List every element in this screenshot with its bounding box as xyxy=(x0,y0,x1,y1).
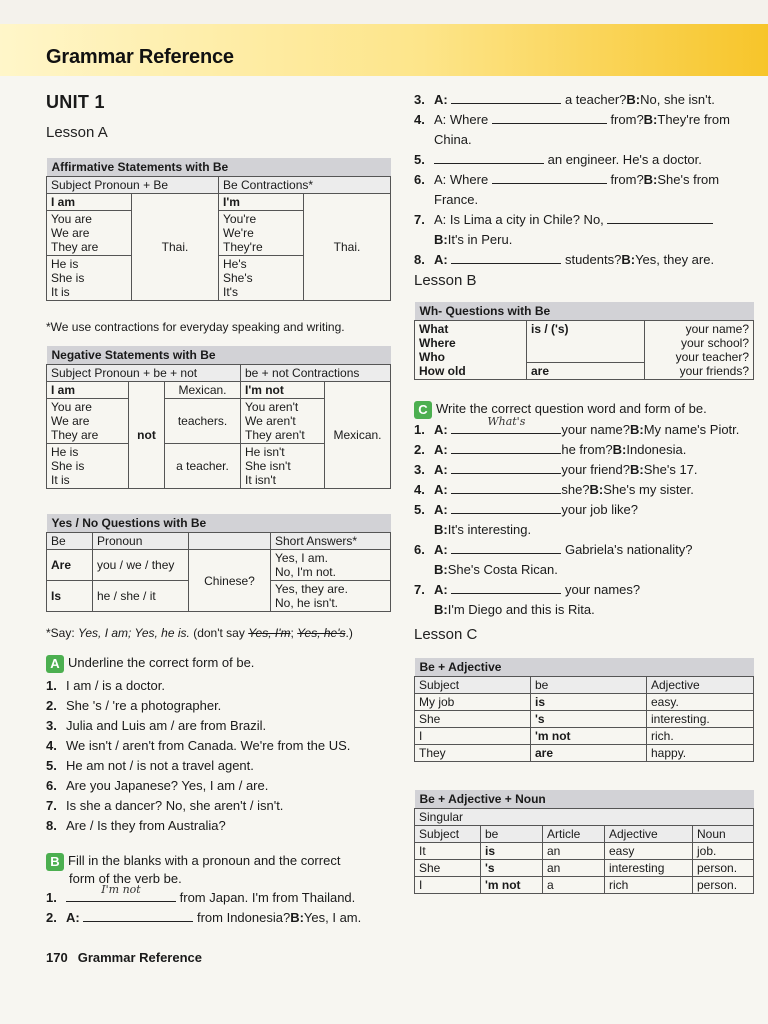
col-header: Article xyxy=(543,826,605,843)
table-row: She 's interesting. xyxy=(415,711,754,728)
cell-line: She is xyxy=(51,459,85,473)
cell-line: your name? xyxy=(685,322,749,336)
exercise-b-instruction: B Fill in the blanks with a pronoun and the correct xyxy=(46,852,340,871)
list-item: 8. A: students? B: Yes, they are. xyxy=(414,252,715,267)
list-item: 8. Are / Is they from Australia? xyxy=(46,818,226,833)
table-cell: Mexican. xyxy=(325,382,391,489)
cell-line: They are xyxy=(51,428,99,442)
cell-line: We are xyxy=(51,414,90,428)
list-item: 2. She 's / 're a photographer. xyxy=(46,698,222,713)
page-banner xyxy=(0,24,768,76)
cell-line: He is xyxy=(51,445,79,459)
cell-line: It is xyxy=(51,473,70,487)
cell-line: We are xyxy=(51,226,90,240)
footer-label: Grammar Reference xyxy=(77,950,202,965)
table-cell: Is xyxy=(47,581,93,612)
col-header: Adjective xyxy=(647,677,754,694)
say-note: *Say: Yes, I am; Yes, he is. (don't say Yes, I'm; Yes, he's.) xyxy=(46,626,353,640)
col-header: Be xyxy=(47,533,93,550)
table-cell xyxy=(241,399,325,444)
cell-line: No, he isn't. xyxy=(275,596,338,610)
table-cell: is / ('s) xyxy=(527,321,645,363)
table-title: Be + Adjective xyxy=(415,658,754,677)
col-header: Short Answers* xyxy=(271,533,391,550)
exercise-c-badge: C xyxy=(414,401,432,419)
page-title: Grammar Reference xyxy=(46,46,234,68)
table-cell xyxy=(271,581,391,612)
cell-line: No, I'm not. xyxy=(275,565,336,579)
table-cell xyxy=(47,211,132,256)
answer-blank[interactable] xyxy=(451,250,561,264)
table-cell xyxy=(47,399,129,444)
table-row: I 'm not rich. xyxy=(415,728,754,745)
cell-line: It's xyxy=(223,285,238,299)
list-item: 1. I am / is a doctor. xyxy=(46,678,165,693)
table-cell: Thai. xyxy=(304,194,391,301)
list-item: 6. Are you Japanese? Yes, I am / are. xyxy=(46,778,269,793)
list-item: 3. A: a teacher? B: No, she isn't. xyxy=(414,92,715,107)
table-cell: Mexican. xyxy=(165,382,241,399)
list-item-cont: B: She's Costa Rican. xyxy=(434,562,558,577)
cell-line: He is xyxy=(51,257,79,271)
table-cell xyxy=(47,444,129,489)
exercise-b-list xyxy=(46,883,362,928)
cell-line: He isn't xyxy=(245,445,285,459)
list-item-cont: China. xyxy=(434,132,472,147)
table-title: Wh- Questions with Be xyxy=(415,302,754,321)
cell-line: What xyxy=(419,322,449,336)
answer-blank[interactable] xyxy=(451,500,561,514)
answer-blank[interactable] xyxy=(451,480,561,494)
table-title: Yes / No Questions with Be xyxy=(47,514,391,533)
list-item: 3. A: your friend? B: She's 17. xyxy=(414,462,698,477)
affirmative-table xyxy=(46,158,391,301)
cell-line: We're xyxy=(223,226,254,240)
exercise-b-continued xyxy=(414,90,730,270)
cell-line: your teacher? xyxy=(675,350,749,364)
wh-questions-table xyxy=(414,302,754,380)
page-number: 170 xyxy=(46,950,68,965)
list-item: 2. A: from Indonesia? B: Yes, I am. xyxy=(46,910,362,925)
list-item-cont: France. xyxy=(434,192,479,207)
answer-blank[interactable] xyxy=(451,580,561,594)
cell-line: your friends? xyxy=(679,364,749,378)
col-header: Noun xyxy=(693,826,754,843)
col-header: Subject xyxy=(415,677,531,694)
table-subtitle: Singular xyxy=(415,809,754,826)
table-cell: Are xyxy=(47,550,93,581)
col-header: be + not Contractions xyxy=(241,365,391,382)
list-item: 2. A: he from? B: Indonesia. xyxy=(414,442,687,457)
table-cell: teachers. xyxy=(165,399,241,444)
col-header xyxy=(189,533,271,550)
list-item-cont: B: I'm Diego and this is Rita. xyxy=(434,602,595,617)
cell-line: You're xyxy=(223,212,257,226)
table-cell: a teacher. xyxy=(165,444,241,489)
col-header: Adjective xyxy=(605,826,693,843)
answer-blank[interactable] xyxy=(451,540,561,554)
exercise-c-instruction: C Write the correct question word and form of be. xyxy=(414,400,707,419)
table-cell: I am xyxy=(47,194,132,211)
table-row: They are happy. xyxy=(415,745,754,762)
answer-blank[interactable] xyxy=(83,908,193,922)
yes-no-table xyxy=(46,514,391,612)
list-item: 4. A: Where from? B: They're from xyxy=(414,112,730,127)
table-cell: are xyxy=(527,363,645,380)
col-header: Subject Pronoun + Be xyxy=(47,177,219,194)
cell-line: They are xyxy=(51,240,99,254)
lesson-c-heading: Lesson C xyxy=(414,626,478,643)
list-item: 7. A: your names? xyxy=(414,582,641,597)
cell-line: Where xyxy=(419,336,456,350)
be-adjective-noun-table xyxy=(414,790,754,894)
list-item: 3. Julia and Luis am / are from Brazil. xyxy=(46,718,267,733)
list-item: 6. A: Where from? B: She's from xyxy=(414,172,720,187)
table-row: She 's an interesting person. xyxy=(415,860,754,877)
page-body xyxy=(0,76,768,1024)
col-header: be xyxy=(531,677,647,694)
table-row: It is an easy job. xyxy=(415,843,754,860)
unit-heading: UNIT 1 xyxy=(46,92,105,112)
col-header: Pronoun xyxy=(93,533,189,550)
list-item: 4. We isn't / aren't from Canada. We're from the US. xyxy=(46,738,351,753)
table-title: Be + Adjective + Noun xyxy=(415,790,754,809)
answer-blank[interactable] xyxy=(451,90,561,104)
exercise-c-list xyxy=(414,415,740,620)
table-title: Affirmative Statements with Be xyxy=(47,158,391,177)
cell-line: They're xyxy=(223,240,263,254)
answer-blank[interactable] xyxy=(434,150,544,164)
cell-line: You are xyxy=(51,212,92,226)
cell-line: She is xyxy=(51,271,85,285)
list-item: 7. Is she a dancer? No, she aren't / isn't. xyxy=(46,798,284,813)
table-cell: I am xyxy=(47,382,129,399)
list-item: 7. A: Is Lima a city in Chile? No, xyxy=(414,210,730,230)
list-item: 5. He am not / is not a travel agent. xyxy=(46,758,254,773)
table-cell xyxy=(241,444,325,489)
cell-line: She isn't xyxy=(245,459,291,473)
table-cell: you / we / they xyxy=(93,550,189,581)
list-item-cont: B: It's interesting. xyxy=(434,522,532,537)
answer-blank[interactable]: What's xyxy=(451,420,561,434)
cell-line: How old xyxy=(419,364,466,378)
exercise-a-badge: A xyxy=(46,655,64,673)
contraction-note: *We use contractions for everyday speaking and writing. xyxy=(46,320,345,334)
exercise-a-list xyxy=(46,676,350,836)
table-cell xyxy=(219,211,304,256)
table-cell: I'm not xyxy=(241,382,325,399)
col-header: Subject Pronoun + be + not xyxy=(47,365,241,382)
cell-line: He's xyxy=(223,257,247,271)
cell-line: We aren't xyxy=(245,414,296,428)
exercise-b-instruction-2: form of the verb be. xyxy=(69,871,182,886)
cell-line: your school? xyxy=(680,336,749,350)
col-header: Subject xyxy=(415,826,481,843)
cell-line: Yes, they are. xyxy=(275,582,348,596)
table-cell: he / she / it xyxy=(93,581,189,612)
table-cell xyxy=(271,550,391,581)
cell-line: They aren't xyxy=(245,428,305,442)
cell-line: Yes, I am. xyxy=(275,551,328,565)
cell-line: You aren't xyxy=(245,400,299,414)
table-cell: not xyxy=(129,382,165,489)
col-header: Be Contractions* xyxy=(219,177,391,194)
answer-blank[interactable]: I'm not xyxy=(66,888,176,902)
lesson-b-heading: Lesson B xyxy=(414,272,477,289)
answer-blank[interactable] xyxy=(451,440,561,454)
page-footer xyxy=(46,950,202,965)
be-adjective-table xyxy=(414,658,754,762)
table-title: Negative Statements with Be xyxy=(47,346,391,365)
exercise-b-badge: B xyxy=(46,853,64,871)
negative-table xyxy=(46,346,391,489)
table-cell: I'm xyxy=(219,194,304,211)
answer-blank[interactable] xyxy=(492,110,607,124)
lesson-a-heading: Lesson A xyxy=(46,124,108,141)
col-header: be xyxy=(481,826,543,843)
table-cell: Chinese? xyxy=(189,550,271,612)
cell-line: You are xyxy=(51,400,92,414)
list-item-cont: B: It's in Peru. xyxy=(434,232,513,247)
list-item: 1. I'm not from Japan. I'm from Thailand. xyxy=(46,883,356,905)
cell-line: It is xyxy=(51,285,70,299)
table-cell: Thai. xyxy=(132,194,219,301)
list-item: 1. A: What's your name? B: My name's Piotr. xyxy=(414,415,740,437)
table-row: I 'm not a rich person. xyxy=(415,877,754,894)
list-item: 5. an engineer. He's a doctor. xyxy=(414,152,702,167)
answer-blank[interactable] xyxy=(451,460,561,474)
exercise-a-instruction: A Underline the correct form of be. xyxy=(46,654,254,673)
list-item: 4. A: she? B: She's my sister. xyxy=(414,482,694,497)
table-cell xyxy=(219,256,304,301)
list-item: 6. A: Gabriela's nationality? xyxy=(414,542,693,557)
table-cell xyxy=(415,321,527,380)
cell-line: Who xyxy=(419,350,445,364)
table-cell xyxy=(47,256,132,301)
cell-line: It isn't xyxy=(245,473,276,487)
answer-blank[interactable] xyxy=(492,170,607,184)
list-item: 5. A: your job like? xyxy=(414,502,638,517)
cell-line: She's xyxy=(223,271,253,285)
answer-blank[interactable] xyxy=(607,210,713,224)
table-cell xyxy=(645,321,754,380)
table-row: My job is easy. xyxy=(415,694,754,711)
